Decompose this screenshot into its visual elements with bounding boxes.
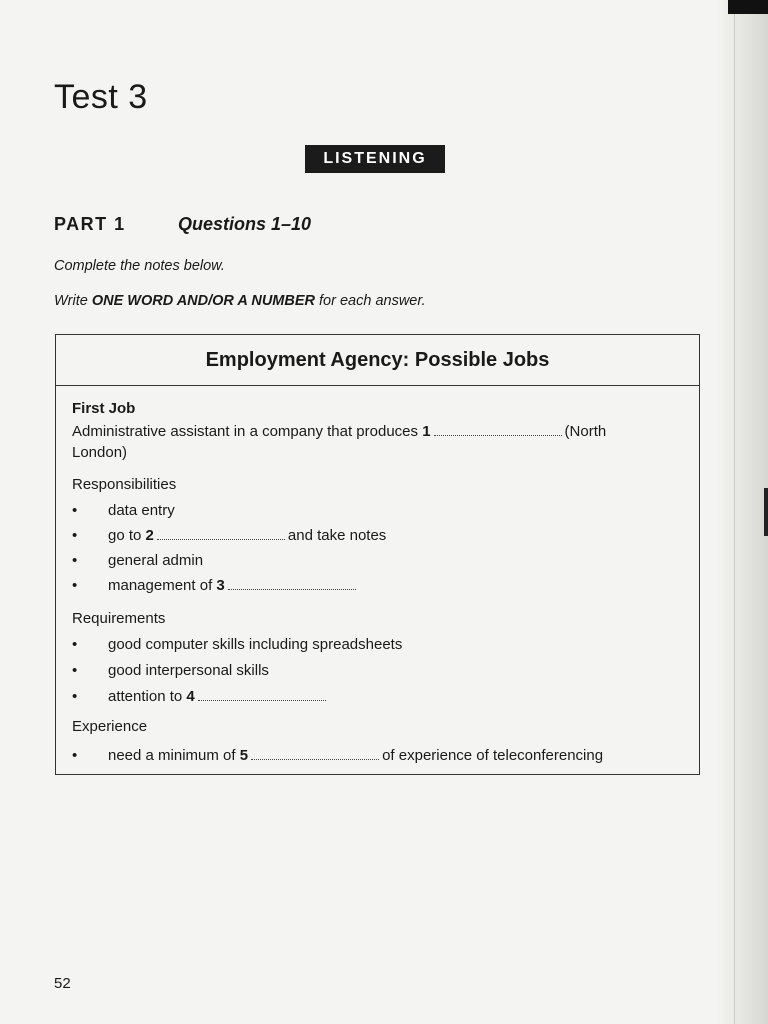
bullet-dot: • bbox=[72, 527, 78, 544]
bullet-dot: • bbox=[72, 688, 78, 705]
notes-heading: Employment Agency: Possible Jobs bbox=[56, 335, 699, 386]
bullet-text-after: and take notes bbox=[287, 527, 387, 544]
first-job-label: First Job bbox=[72, 400, 136, 417]
bullet-item bbox=[72, 662, 269, 679]
bullet-dot: • bbox=[72, 636, 78, 653]
bullet-item bbox=[72, 747, 603, 764]
page-number: 52 bbox=[54, 975, 71, 992]
question-number-4: 4 bbox=[182, 688, 195, 705]
bullet-dot: • bbox=[72, 552, 78, 569]
bullet-text: good computer skills including spreadsheets bbox=[108, 636, 403, 653]
instruction-word-limit: Write ONE WORD AND/OR A NUMBER for each answer. bbox=[54, 293, 426, 309]
question-number-2: 2 bbox=[141, 527, 154, 544]
bullet-text: attention to bbox=[108, 688, 183, 705]
bullet-item bbox=[72, 636, 402, 653]
intro-line: Administrative assistant in a company that produces 1 (North bbox=[72, 423, 607, 440]
bullet-text: data entry bbox=[108, 502, 175, 519]
side-tick bbox=[764, 488, 768, 536]
bullet-dot: • bbox=[72, 747, 78, 764]
bullet-dot: • bbox=[72, 577, 78, 594]
bullet-dot: • bbox=[72, 662, 78, 679]
bullet-text: management of bbox=[108, 577, 213, 594]
experience-label: Experience bbox=[72, 718, 148, 735]
requirements-label: Requirements bbox=[72, 610, 166, 627]
instruction-complete: Complete the notes below. bbox=[54, 258, 225, 274]
question-number-5: 5 bbox=[235, 747, 249, 764]
answer-blank-3[interactable] bbox=[228, 578, 356, 590]
answer-blank-2[interactable] bbox=[157, 528, 285, 540]
test-title: Test 3 bbox=[54, 78, 148, 116]
answer-blank-1[interactable] bbox=[434, 424, 562, 436]
question-number-1: 1 bbox=[422, 423, 431, 440]
responsibilities-label: Responsibilities bbox=[72, 476, 177, 493]
answer-blank-4[interactable] bbox=[198, 689, 326, 701]
word-limit-emphasis: ONE WORD AND/OR A NUMBER bbox=[91, 293, 315, 309]
section-badge: LISTENING bbox=[305, 145, 445, 173]
answer-blank-5[interactable] bbox=[251, 748, 379, 760]
notes-box bbox=[55, 334, 700, 775]
bullet-item bbox=[72, 577, 359, 594]
corner-mark bbox=[728, 0, 768, 14]
question-number-3: 3 bbox=[212, 577, 225, 594]
bullet-text: good interpersonal skills bbox=[108, 662, 269, 679]
intro-line-wrap: London) bbox=[72, 444, 128, 461]
bullet-item bbox=[72, 688, 329, 705]
bullet-text: go to bbox=[108, 527, 142, 544]
bullet-text: need a minimum of bbox=[108, 747, 236, 764]
questions-label: Questions 1–10 bbox=[178, 214, 312, 234]
bullet-text-after: of experience of teleconferencing bbox=[382, 747, 604, 764]
page-binding-edge bbox=[716, 0, 768, 1024]
bullet-item bbox=[72, 552, 203, 569]
part-label: PART 1 bbox=[54, 214, 126, 234]
bullet-item bbox=[72, 502, 175, 519]
bullet-item bbox=[72, 527, 386, 544]
bullet-text: general admin bbox=[108, 552, 204, 569]
bullet-dot: • bbox=[72, 502, 78, 519]
